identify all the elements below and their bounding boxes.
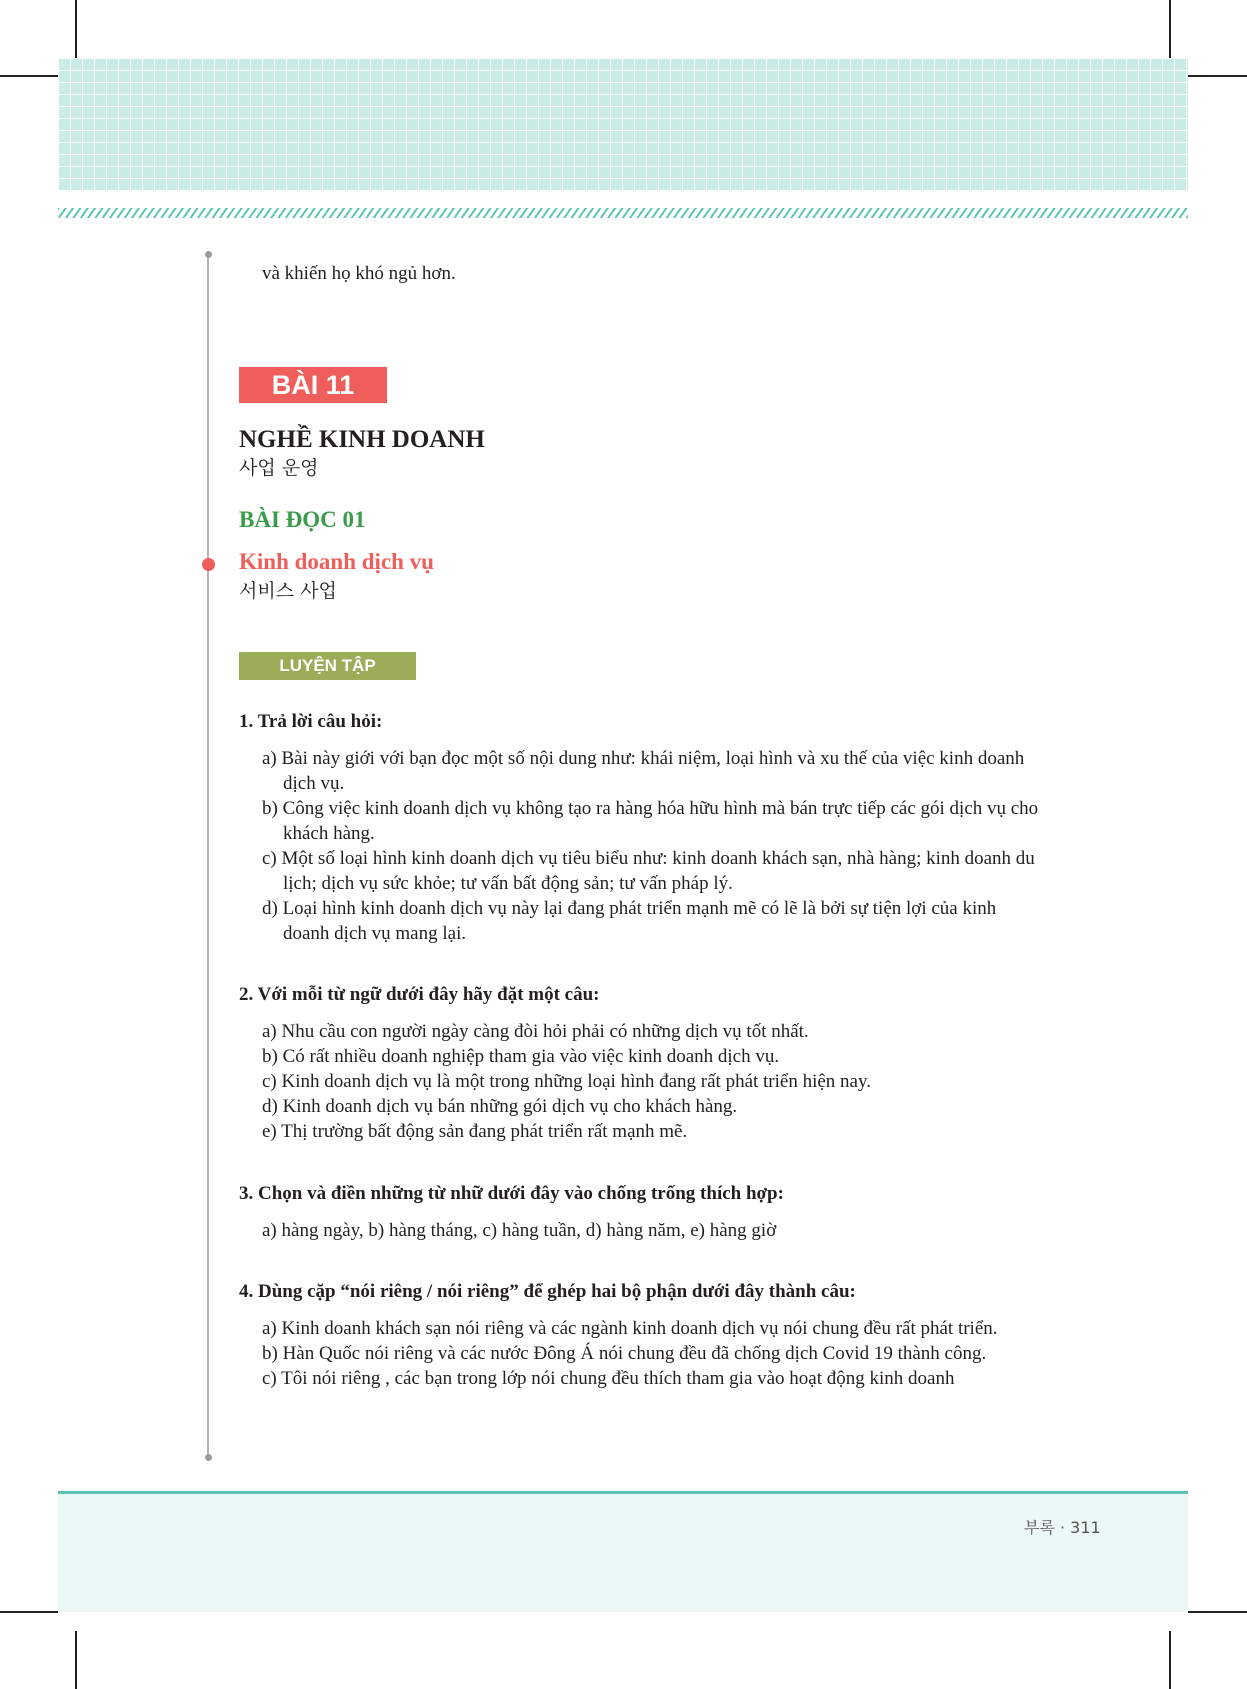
answer-item: b) Công việc kinh doanh dịch vụ không tạo ra hàng hóa hữu hình mà bán trực tiếp các gói dịch vụ cho khách hàng. [262, 798, 1039, 844]
answer-item: b) Hàn Quốc nói riêng và các nước Đông Á nói chung đều đã chống dịch Covid 19 thành công. [262, 1343, 987, 1364]
answer-item: a) Bài này giới với bạn đọc một số nội dung như: khái niệm, loại hình và xu thế của việc kinh doanh dịch vụ. [262, 748, 1025, 794]
header-hatch-stripe [58, 208, 1188, 218]
topic-title-korean: 서비스 사업 [239, 580, 337, 602]
spine-bottom-dot [205, 1454, 212, 1461]
crop-mark [1188, 1611, 1247, 1613]
margin-spine-line [207, 254, 209, 1458]
topic-title: Kinh doanh dịch vụ [239, 549, 434, 574]
crop-mark [1169, 0, 1171, 58]
spine-topic-marker [202, 558, 215, 571]
continuation-text: và khiến họ khó ngủ hơn. [262, 263, 456, 284]
answer-item: c) Một số loại hình kinh doanh dịch vụ tiêu biểu như: kinh doanh khách sạn, nhà hàng; kinh doanh du lịch; dịch vụ sức khỏe; tư vấn bất động sản; tư vấn pháp lý. [262, 848, 1035, 894]
question-title: 2. Với mỗi từ ngữ dưới đây hãy đặt một câu: [239, 984, 600, 1005]
crop-mark [75, 1631, 77, 1689]
crop-mark [1188, 75, 1247, 77]
footer-band [58, 1494, 1188, 1612]
answer-item: c) Kinh doanh dịch vụ là một trong những loại hình đang rất phát triển hiện nay. [262, 1071, 872, 1092]
practice-badge: LUYỆN TẬP [239, 652, 416, 680]
answer-item: a) hàng ngày, b) hàng tháng, c) hàng tuần, d) hàng năm, e) hàng giờ [262, 1220, 777, 1241]
question-title: 1. Trả lời câu hỏi: [239, 711, 383, 732]
answer-item: d) Loại hình kinh doanh dịch vụ này lại đang phát triển mạnh mẽ có lẽ là bởi sự tiện lợi của kinh doanh dịch vụ mang lại. [262, 898, 997, 944]
question-title: 4. Dùng cặp “nói riêng / nói riêng” để ghép hai bộ phận dưới đây thành câu: [239, 1281, 856, 1302]
spine-top-dot [205, 251, 212, 258]
lesson-badge: BÀI 11 [239, 367, 387, 403]
crop-mark [75, 0, 77, 58]
answer-list [262, 746, 1042, 946]
reading-label: BÀI ĐỌC 01 [239, 507, 366, 532]
answer-list [262, 1316, 1042, 1391]
answer-item: a) Kinh doanh khách sạn nói riêng và các ngành kinh doanh dịch vụ nói chung đều rất phát triển. [262, 1318, 998, 1339]
answer-item: c) Tôi nói riêng , các bạn trong lớp nói chung đều thích tham gia vào hoạt động kinh doanh [262, 1368, 955, 1389]
page-number: 부록 · 311 [1024, 1518, 1101, 1537]
answer-item: d) Kinh doanh dịch vụ bán những gói dịch vụ cho khách hàng. [262, 1096, 738, 1117]
question-title: 3. Chọn và điền những từ nhữ dưới đây vào chống trống thích hợp: [239, 1183, 784, 1204]
answer-list [262, 1019, 1042, 1144]
crop-mark [0, 75, 58, 77]
crop-mark [0, 1611, 58, 1613]
answer-item: b) Có rất nhiều doanh nghiệp tham gia vào việc kinh doanh dịch vụ. [262, 1046, 780, 1067]
header-grid-band [58, 58, 1188, 190]
answer-item: e) Thị trường bất động sản đang phát triển rất mạnh mẽ. [262, 1121, 688, 1142]
answer-item: a) Nhu cầu con người ngày càng đòi hỏi phải có những dịch vụ tốt nhất. [262, 1021, 809, 1042]
lesson-title-korean: 사업 운영 [239, 457, 319, 479]
crop-mark [1169, 1631, 1171, 1689]
lesson-title: NGHỀ KINH DOANH [239, 426, 485, 453]
answer-list [262, 1218, 1042, 1243]
